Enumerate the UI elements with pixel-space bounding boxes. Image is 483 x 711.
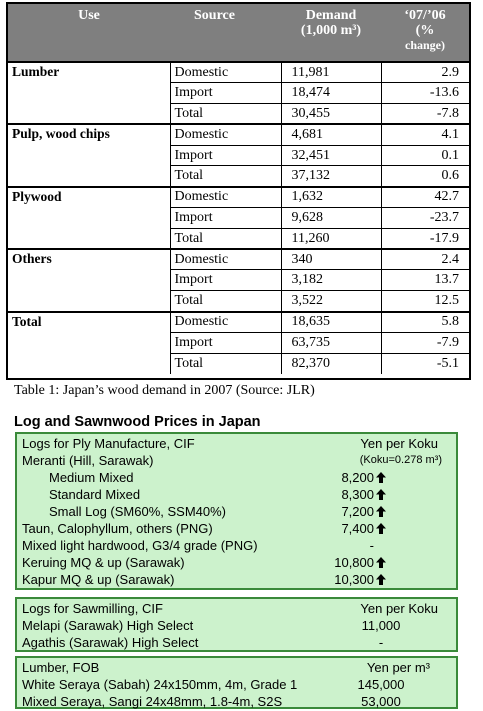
price-row-label: Medium Mixed	[49, 470, 134, 485]
price-row	[17, 617, 456, 634]
saw-header-label: Logs for Sawmilling, CIF	[22, 601, 163, 616]
source-cell: Domestic	[170, 249, 281, 270]
sawmilling-logs-box	[15, 597, 458, 652]
use-cell: Lumber	[8, 62, 170, 124]
source-cell: Total	[170, 104, 281, 125]
demand-cell: 9,628	[281, 208, 381, 229]
up-arrow-icon	[376, 506, 386, 517]
up-arrow-icon	[376, 574, 386, 585]
price-row-value	[276, 503, 386, 520]
header-use: Use	[8, 4, 170, 62]
price-value-text: 8,300	[341, 487, 374, 502]
demand-cell: 1,632	[281, 187, 381, 208]
ply-row-label: Meranti (Hill, Sarawak)	[22, 453, 154, 468]
price-row-label: Taun, Calophyllum, others (PNG)	[22, 521, 213, 536]
demand-cell: 11,981	[281, 62, 381, 83]
header-demand-line2: (1,000 m³)	[300, 23, 362, 38]
source-cell: Import	[170, 145, 281, 166]
change-cell: 2.9	[381, 62, 469, 83]
source-cell: Domestic	[170, 124, 281, 145]
change-cell: 12.5	[381, 291, 469, 312]
price-value-text: 10,300	[334, 572, 374, 587]
change-cell: 13.7	[381, 270, 469, 291]
price-row-value	[276, 571, 386, 588]
price-row-value	[276, 520, 386, 537]
change-cell: 0.1	[381, 145, 469, 166]
use-cell: Total	[8, 312, 170, 374]
price-row-label: White Seraya (Sabah) 24x150mm, 4m, Grade 1	[22, 677, 298, 692]
header-row	[8, 4, 469, 62]
use-cell: Others	[8, 249, 170, 311]
demand-cell: 82,370	[281, 353, 381, 374]
price-row	[17, 554, 456, 571]
source-cell: Total	[170, 353, 281, 374]
header-change	[381, 4, 469, 62]
demand-cell: 37,132	[281, 166, 381, 187]
source-cell: Domestic	[170, 62, 281, 83]
price-row-value	[276, 554, 386, 571]
lumber-header-label: Lumber, FOB	[22, 660, 100, 675]
saw-rows	[17, 617, 456, 651]
price-row	[17, 676, 456, 693]
price-row-label: Keruing MQ & up (Sarawak)	[22, 555, 185, 570]
lumber-header-row	[17, 659, 456, 676]
source-cell: Total	[170, 166, 281, 187]
demand-table-body	[8, 62, 469, 374]
header-change-line3: change)	[405, 38, 445, 52]
price-value-text: 11,000	[361, 618, 401, 633]
ply-row-0	[17, 452, 456, 469]
change-cell: 0.6	[381, 166, 469, 187]
price-row-value	[276, 486, 386, 503]
source-cell: Total	[170, 291, 281, 312]
source-cell: Domestic	[170, 312, 281, 333]
saw-header-row	[17, 600, 456, 617]
price-row	[17, 520, 456, 537]
price-row	[17, 537, 456, 554]
price-row-value	[264, 537, 386, 554]
change-cell: -5.1	[381, 353, 469, 374]
source-cell: Import	[170, 208, 281, 229]
lumber-header-unit: Yen per m³	[366, 660, 430, 675]
demand-cell: 340	[281, 249, 381, 270]
demand-cell: 3,522	[281, 291, 381, 312]
change-cell: 42.7	[381, 187, 469, 208]
demand-cell: 11,260	[281, 228, 381, 249]
wood-demand-table	[6, 2, 471, 380]
up-arrow-icon	[376, 472, 386, 483]
ply-header-label: Logs for Ply Manufacture, CIF	[22, 436, 195, 451]
ply-header-unit: Yen per Koku	[360, 436, 438, 451]
price-row-value	[306, 676, 456, 693]
demand-cell: 18,635	[281, 312, 381, 333]
header-demand-line1: Demand	[305, 8, 357, 23]
header-change-line1: ‘07/’06	[404, 8, 446, 23]
price-value-text: -	[378, 635, 384, 650]
price-row	[17, 486, 456, 503]
header-demand	[281, 4, 381, 62]
price-row-value	[306, 634, 456, 651]
source-cell: Import	[170, 332, 281, 353]
price-row-value	[306, 693, 456, 710]
price-row-value	[276, 469, 386, 486]
source-cell: Import	[170, 270, 281, 291]
price-row	[17, 634, 456, 651]
price-row-label: Mixed Seraya, Sangi 24x48mm, 1.8-4m, S2S	[22, 694, 283, 709]
table-row	[8, 187, 469, 208]
price-row	[17, 693, 456, 710]
change-cell: -7.9	[381, 332, 469, 353]
up-arrow-icon	[376, 489, 386, 500]
header-change-line2: (%	[415, 23, 435, 38]
source-cell: Import	[170, 83, 281, 104]
price-value-text: 8,200	[341, 470, 374, 485]
demand-cell: 30,455	[281, 104, 381, 125]
price-value-text: 7,200	[341, 504, 374, 519]
up-arrow-icon	[376, 523, 386, 534]
change-cell: 5.8	[381, 312, 469, 333]
demand-cell: 4,681	[281, 124, 381, 145]
table-row	[8, 249, 469, 270]
price-row-label: Kapur MQ & up (Sarawak)	[22, 572, 175, 587]
table-row	[8, 312, 469, 333]
ply-logs-box	[15, 432, 458, 590]
lumber-box	[15, 656, 458, 709]
price-row	[17, 571, 456, 588]
prices-title: Log and Sawnwood Prices in Japan	[14, 414, 261, 430]
ply-rows	[17, 469, 456, 588]
price-row	[17, 469, 456, 486]
change-cell: 4.1	[381, 124, 469, 145]
source-cell: Total	[170, 228, 281, 249]
price-row-label: Melapi (Sarawak) High Select	[22, 618, 194, 633]
change-cell: -17.9	[381, 228, 469, 249]
price-value-text: 7,400	[341, 521, 374, 536]
up-arrow-icon	[376, 557, 386, 568]
price-row-label: Mixed light hardwood, G3/4 grade (PNG)	[22, 538, 258, 553]
price-row-value	[306, 617, 456, 634]
demand-cell: 63,735	[281, 332, 381, 353]
price-row-label: Small Log (SM60%, SSM40%)	[49, 504, 227, 519]
lumber-rows	[17, 676, 456, 710]
table-row	[8, 124, 469, 145]
use-cell: Plywood	[8, 187, 170, 249]
demand-cell: 18,474	[281, 83, 381, 104]
change-cell: -23.7	[381, 208, 469, 229]
table-caption: Table 1: Japan’s wood demand in 2007 (Source: JLR)	[14, 383, 315, 398]
change-cell: -7.8	[381, 104, 469, 125]
price-row-label: Agathis (Sarawak) High Select	[22, 635, 199, 650]
price-row	[17, 503, 456, 520]
price-value-text: 10,800	[334, 555, 374, 570]
demand-cell: 3,182	[281, 270, 381, 291]
change-cell: 2.4	[381, 249, 469, 270]
ply-header-row	[17, 435, 456, 452]
table-row	[8, 62, 469, 83]
source-cell: Domestic	[170, 187, 281, 208]
demand-cell: 32,451	[281, 145, 381, 166]
change-cell: -13.6	[381, 83, 469, 104]
price-row-label: Standard Mixed	[49, 487, 141, 502]
saw-header-unit: Yen per Koku	[360, 601, 438, 616]
price-value-text: -	[369, 538, 374, 553]
header-source: Source	[170, 4, 281, 62]
koku-note: (Koku=0.278 m³)	[359, 454, 442, 466]
price-value-text: 53,000	[361, 694, 401, 709]
price-value-text: 145,000	[357, 677, 405, 692]
use-cell: Pulp, wood chips	[8, 124, 170, 186]
